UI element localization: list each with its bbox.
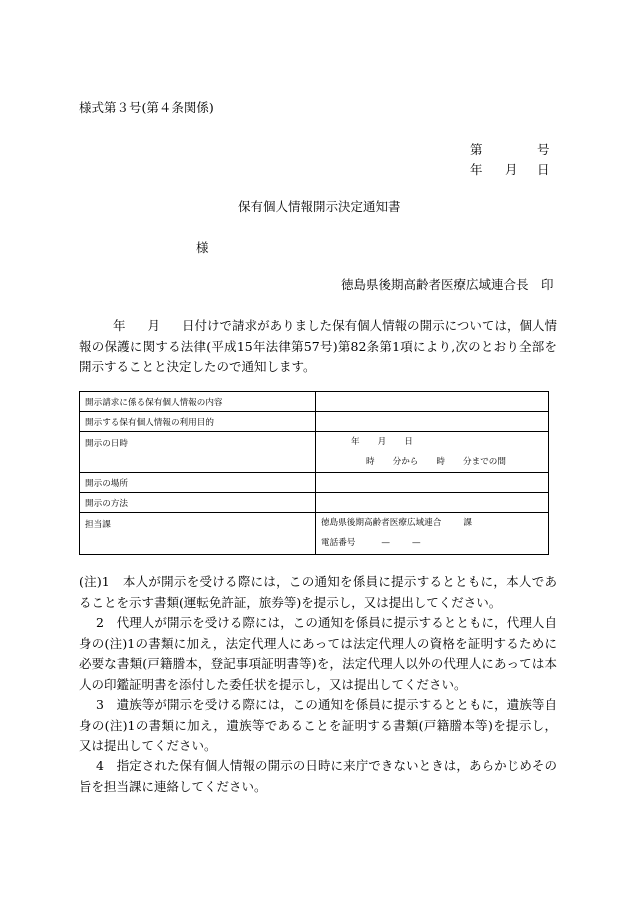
note-2: 2 代理人が開示を受ける際には，この通知を係員に提示するとともに，代理人自身の(注)1の書類に加え，法定代理人にあっては法定代理人の資格を証明するために必要な書類(戸籍謄本，登記事項証明書等)を，法定代理人以外の代理人にあっては本人の印鑑証明書を添付した委任状を提示し，又は提出してください。 — [79, 615, 557, 692]
dept-suffix: 課 — [463, 518, 472, 528]
row-value-datetime — [316, 432, 549, 473]
phone-line — [321, 533, 543, 553]
date-year: 年 — [470, 162, 483, 177]
document-title: 保有個人情報開示決定通知書 — [238, 199, 401, 214]
number-prefix: 第 — [470, 142, 483, 157]
date-day: 日 — [537, 162, 550, 177]
intro-text: 日付けで請求がありました保有個人情報の開示については，個人情報の保護に関する法律(平成15年法律第57号)第82条第1項により,次のとおり全部を開示することと決定したので通知します。 — [79, 318, 557, 374]
disclosure-table — [79, 391, 549, 555]
table-row — [80, 432, 549, 473]
intro-paragraph — [79, 316, 557, 378]
table-row — [80, 412, 549, 432]
row-value-place — [316, 473, 549, 493]
intro-month: 月 — [147, 318, 161, 333]
date-month: 月 — [505, 162, 518, 177]
note-4: 4 指定された保有個人情報の開示の日時に来庁できないときは，あらかじめその旨を担当課に連絡してください。 — [79, 758, 557, 794]
phone-sep1: — — [381, 538, 390, 548]
datetime-date-line — [321, 432, 543, 452]
intro-year: 年 — [113, 318, 126, 333]
phone-label: 電話番号 — [321, 538, 356, 548]
dt-day: 日 — [404, 437, 413, 447]
table-row — [80, 513, 549, 555]
row-label-method: 開示の方法 — [80, 493, 316, 513]
row-label-department: 担当課 — [80, 513, 316, 555]
datetime-time-line — [321, 452, 543, 472]
row-label-place: 開示の場所 — [80, 473, 316, 493]
recipient-suffix: 様 — [196, 240, 209, 255]
table-row — [80, 392, 549, 412]
issuer: 徳島県後期高齢者医療広域連合長 印 — [341, 277, 554, 292]
row-value-content — [316, 392, 549, 412]
dept-name: 徳島県後期高齢者医療広域連合 — [321, 518, 442, 528]
row-value-department — [316, 513, 549, 555]
note-1: (注)1 本人が開示を受ける際には，この通知を係員に提示するとともに，本人であることを示す書類(運転免許証，旅券等)を提示し，又は提出してください。 — [79, 574, 557, 610]
row-label-datetime: 開示の日時 — [80, 432, 316, 473]
table-row — [80, 473, 549, 493]
dt-from: 分から — [392, 457, 419, 467]
row-value-purpose — [316, 412, 549, 432]
dt-year: 年 — [351, 437, 360, 447]
row-label-purpose: 開示する保有個人情報の利用目的 — [80, 412, 316, 432]
department-line — [321, 513, 543, 533]
dt-hour2: 時 — [436, 457, 446, 467]
row-value-method — [316, 493, 549, 513]
table-row — [80, 493, 549, 513]
form-number: 様式第３号(第４条関係) — [79, 100, 214, 115]
phone-sep2: — — [411, 538, 421, 548]
dt-until: 分までの間 — [463, 457, 506, 467]
note-3: 3 遺族等が開示を受ける際には，この通知を係員に提示するとともに，遺族等自身の(注)1の書類に加え，遺族等であることを証明する書類(戸籍謄本等)を提示し，又は提出してください。 — [79, 697, 557, 753]
row-label-content: 開示請求に係る保有個人情報の内容 — [80, 392, 316, 412]
number-suffix: 号 — [537, 142, 550, 157]
dt-month: 月 — [377, 437, 387, 447]
dt-hour: 時 — [366, 457, 375, 467]
